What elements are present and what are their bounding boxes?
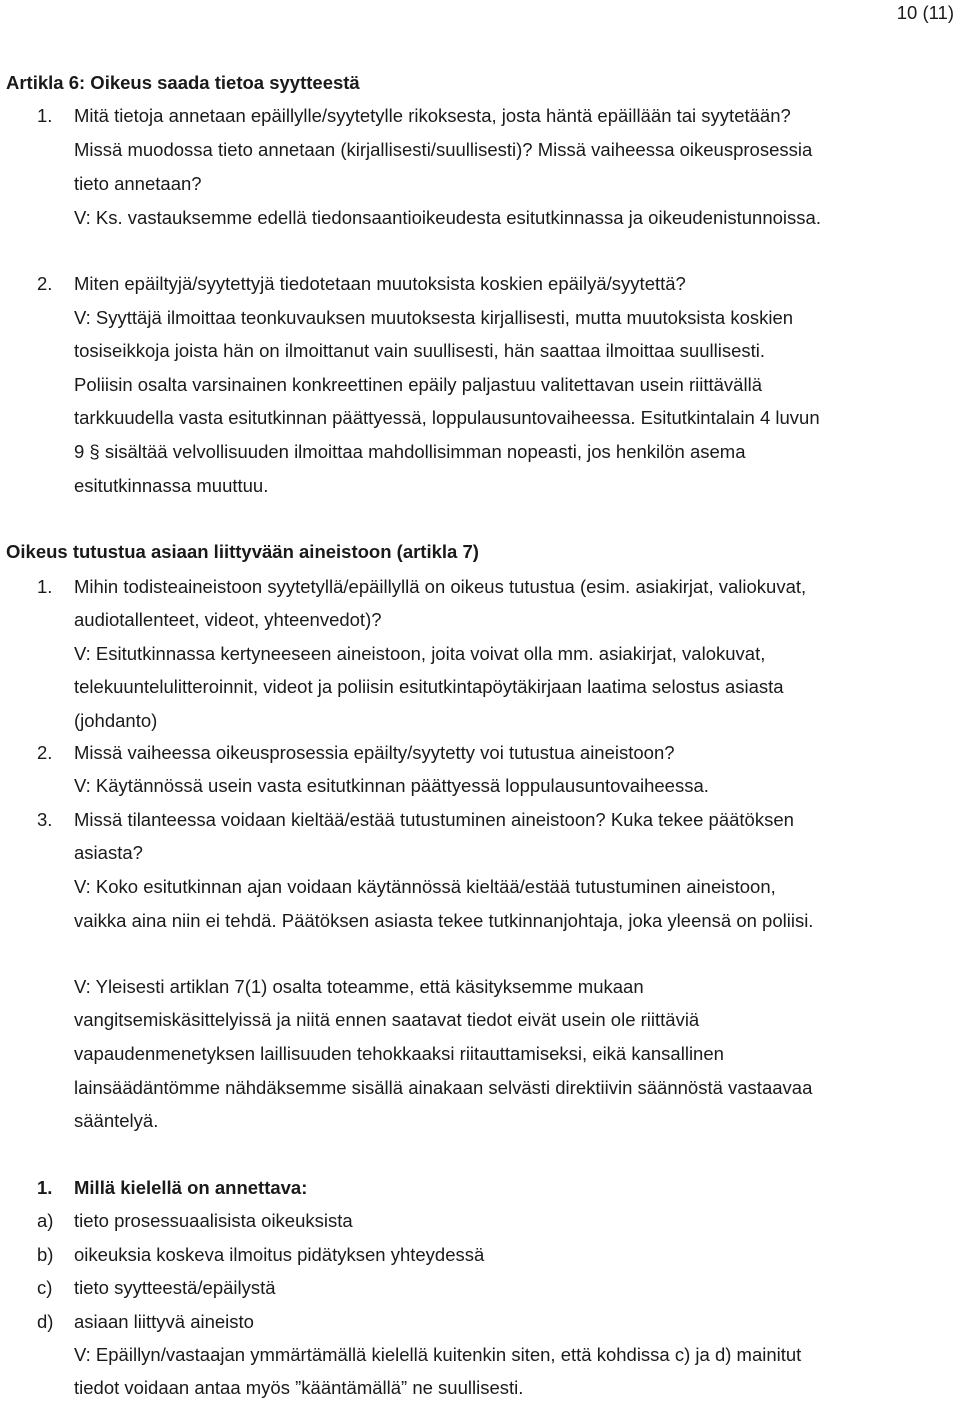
answer-text: V: Esitutkinnassa kertyneeseen aineistoon, joita voivat olla mm. asiakirjat, valokuvat, [74,643,766,664]
question-number: 3. [37,809,53,830]
answer-text: tiedot voidaan antaa myös ”kääntämällä” ne suullisesti. [74,1377,524,1398]
list-item: tieto prosessuaalisista oikeuksista [74,1210,353,1231]
list-item: tieto syytteestä/epäilystä [74,1277,276,1298]
question-number: 1. [37,105,53,126]
answer-text: telekuuntelulitteroinnit, videot ja poliisin esitutkintapöytäkirjaan laatima selostus asiasta [74,676,784,697]
general-answer-text: lainsäädäntömme nähdäksemme sisällä ainakaan selvästi direktiivin säännöstä vastaavaa [74,1077,813,1098]
general-answer-text: sääntelyä. [74,1110,159,1131]
list-item: oikeuksia koskeva ilmoitus pidätyksen yhteydessä [74,1244,485,1265]
answer-text: V: Epäillyn/vastaajan ymmärtämällä kielellä kuitenkin siten, että kohdissa c) ja d) mainitut [74,1344,802,1365]
answer-text: vaikka aina niin ei tehdä. Päätöksen asiasta tekee tutkinnanjohtaja, joka yleensä on poliisi. [74,910,814,931]
answer-text: esitutkinnassa muuttuu. [74,475,269,496]
question-text: tieto annetaan? [74,173,202,194]
page-number: 10 (11) [896,2,954,23]
answer-text: Poliisin osalta varsinainen konkreettinen epäily paljastuu valitettavan usein riittävällä [74,374,762,395]
question-number: 1. [37,576,53,597]
list-item-label: d) [37,1311,54,1332]
question-text: Mihin todisteaineistoon syytetyllä/epäillyllä on oikeus tutustua (esim. asiakirjat, valiokuvat, [74,576,807,597]
list-item: asiaan liittyvä aineisto [74,1311,254,1332]
answer-text: V: Käytännössä usein vasta esitutkinnan päättyessä loppulausuntovaiheessa. [74,775,709,796]
section-heading-article-7: Oikeus tutustua asiaan liittyvään aineistoon (artikla 7) [6,541,479,562]
answer-text: V: Ks. vastauksemme edellä tiedonsaantioikeudesta esitutkinnassa ja oikeudenistunnoissa. [74,207,821,228]
question-number: 2. [37,742,53,763]
question-text: Mitä tietoja annetaan epäillylle/syytetylle rikoksesta, josta häntä epäillään tai syytetään? [74,105,791,126]
question-number: 2. [37,273,53,294]
general-answer-text: vangitsemiskäsittelyissä ja niitä ennen saatavat tiedot eivät usein ole riittäviä [74,1009,700,1030]
answer-text: (johdanto) [74,710,158,731]
question-number: 1. [37,1177,53,1198]
question-text: asiasta? [74,842,143,863]
answer-text: tosiseikkoja joista hän on ilmoittanut vain suullisesti, hän saattaa ilmoittaa suullisesti. [74,340,766,361]
question-text: Missä tilanteessa voidaan kieltää/estää tutustuminen aineistoon? Kuka tekee päätöksen [74,809,794,830]
answer-text: V: Koko esitutkinnan ajan voidaan käytännössä kieltää/estää tutustuminen aineistoon, [74,876,776,897]
list-item-label: c) [37,1277,53,1298]
list-item-label: a) [37,1210,54,1231]
question-text: Miten epäiltyjä/syytettyjä tiedotetaan muutoksista koskien epäilyä/syytettä? [74,273,686,294]
answer-text: V: Syyttäjä ilmoittaa teonkuvauksen muutoksesta kirjallisesti, mutta muutoksista koskien [74,307,794,328]
section-heading-article-6: Artikla 6: Oikeus saada tietoa syytteestä [6,72,360,93]
question-text: Missä muodossa tieto annetaan (kirjallisesti/suullisesti)? Missä vaiheessa oikeusprosessia [74,139,813,160]
answer-text: tarkkuudella vasta esitutkinnan päättyessä, loppulausuntovaiheessa. Esitutkintalain 4 luvun [74,407,820,428]
question-text: Missä vaiheessa oikeusprosessia epäilty/syytetty voi tutustua aineistoon? [74,742,675,763]
question-text: audiotallenteet, videot, yhteenvedot)? [74,609,382,630]
general-answer-text: V: Yleisesti artiklan 7(1) osalta toteamme, että käsityksemme mukaan [74,976,644,997]
language-heading: Millä kielellä on annettava: [74,1177,308,1198]
list-item-label: b) [37,1244,54,1265]
general-answer-text: vapaudenmenetyksen laillisuuden tehokkaaksi riitauttamiseksi, eikä kansallinen [74,1043,724,1064]
answer-text: 9 § sisältää velvollisuuden ilmoittaa mahdollisimman nopeasti, jos henkilön asema [74,441,746,462]
